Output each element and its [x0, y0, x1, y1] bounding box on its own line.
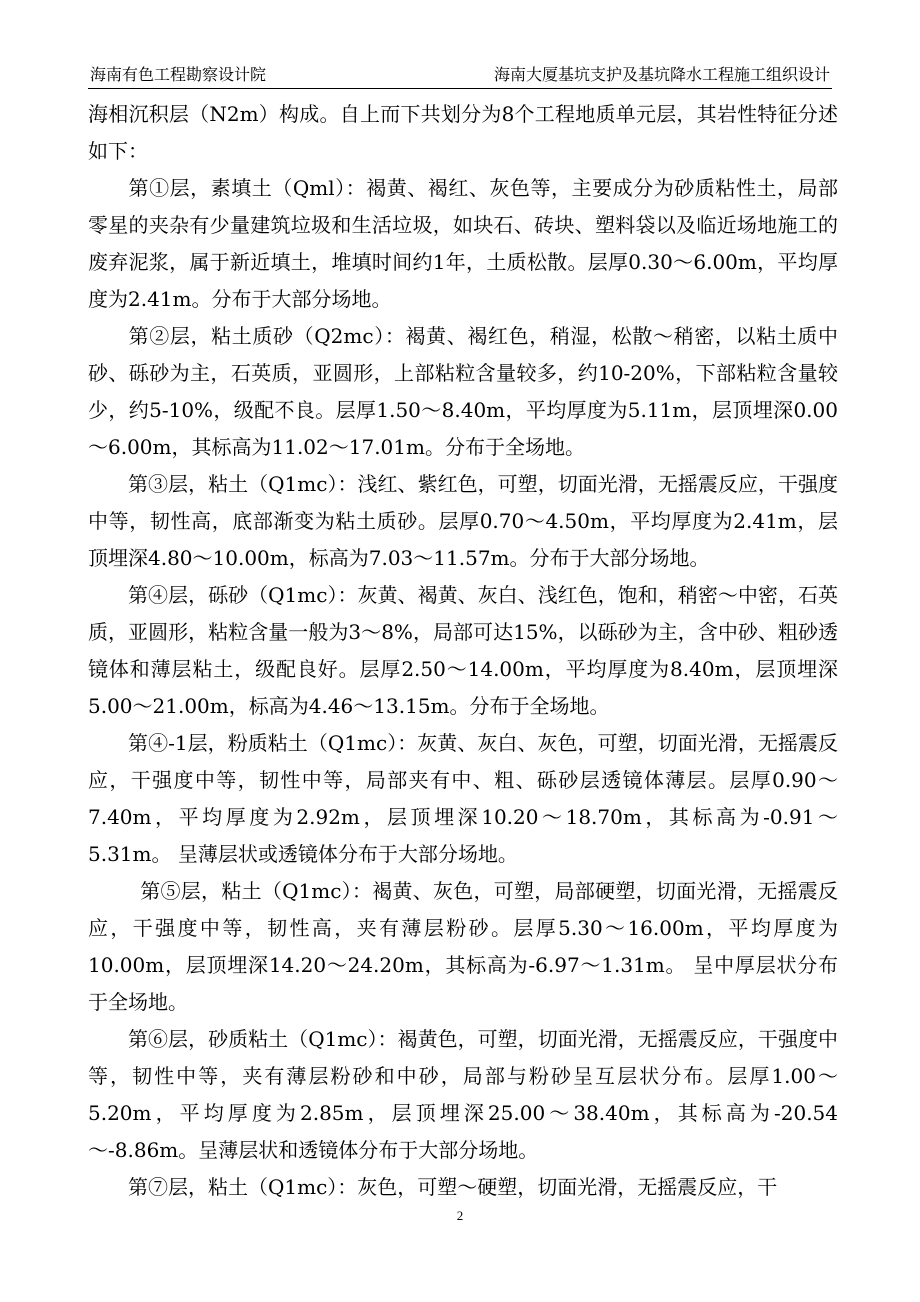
- paragraph-layer-6: 第⑥层，砂质粘土（Q1mc）：褐黄色，可塑，切面光滑，无摇震反应，干强度中等，韧性中等，夹有薄层粉砂和中砂，局部与粉砂呈互层状分布。层厚1.00～5.20m，平均厚度为2.85m，层顶埋深25.00～38.40m，其标高为-20.54～-8.86m。呈薄层状和透镜体分布于大部分场地。: [88, 1027, 838, 1162]
- paragraph-layer-2: 第②层，粘土质砂（Q2mc）：褐黄、褐红色，稍湿，松散～稍密，以粘土质中砂、砾砂为主，石英质，亚圆形，上部粘粒含量较多，约10-20%，下部粘粒含量较少，约5-10%，级配不良。层厚1.50～8.40m，平均厚度为5.11m，层顶埋深0.00～6.00m，其标高为11.02～17.01m。分布于全场地。: [88, 324, 838, 459]
- header-document-title: 海南大厦基坑支护及基坑降水工程施工组织设计: [493, 65, 830, 84]
- paragraph-intro: 海相沉积层（N2m）构成。自上而下共划分为8个工程地质单元层，其岩性特征分述如下：: [88, 102, 838, 163]
- paragraph-layer-5: 第⑤层，粘土（Q1mc）：褐黄、灰色，可塑，局部硬塑，切面光滑，无摇震反应，干强度中等，韧性高，夹有薄层粉砂。层厚5.30～16.00m，平均厚度为10.00m，层顶埋深14.20～24.20m，其标高为-6.97～1.31m。 呈中厚层状分布于全场地。: [88, 879, 838, 1014]
- paragraph-layer-4-1: 第④-1层，粉质粘土（Q1mc）：灰黄、灰白、灰色，可塑，切面光滑，无摇震反应，干强度中等，韧性中等，局部夹有中、粗、砾砂层透镜体薄层。层厚0.90～7.40m，平均厚度为2.92m，层顶埋深10.20～18.70m，其标高为-0.91～5.31m。 呈薄层状或透镜体分布于大部分场地。: [88, 731, 838, 866]
- header-organization: 海南有色工程勘察设计院: [90, 65, 267, 84]
- paragraph-layer-1: 第①层，素填土（Qml）：褐黄、褐红、灰色等，主要成分为砂质粘性土，局部零星的夹杂有少量建筑垃圾和生活垃圾，如块石、砖块、塑料袋以及临近场地施工的废弃泥浆，属于新近填土，堆填时间约1年，土质松散。层厚0.30～6.00m，平均厚度为2.41m。分布于大部分场地。: [88, 176, 838, 311]
- document-body: [88, 96, 838, 1206]
- page-number: 2: [456, 1208, 464, 1223]
- paragraph-layer-4: 第④层，砾砂（Q1mc）：灰黄、褐黄、灰白、浅红色，饱和，稍密～中密，石英质，亚圆形，粘粒含量一般为3～8%，局部可达15%，以砾砂为主，含中砂、粗砂透镜体和薄层粘土，级配良好。层厚2.50～14.00m，平均厚度为8.40m，层顶埋深5.00～21.00m，标高为4.46～13.15m。分布于全场地。: [88, 583, 838, 718]
- page-header: [88, 64, 832, 89]
- paragraph-layer-7: 第⑦层，粘土（Q1mc）：灰色，可塑～硬塑，切面光滑，无摇震反应，干: [128, 1175, 778, 1199]
- paragraph-layer-3: 第③层，粘土（Q1mc）：浅红、紫红色，可塑，切面光滑，无摇震反应，干强度中等，韧性高，底部渐变为粘土质砂。层厚0.70～4.50m，平均厚度为2.41m，层顶埋深4.80～10.00m，标高为7.03～11.57m。分布于大部分场地。: [88, 472, 838, 570]
